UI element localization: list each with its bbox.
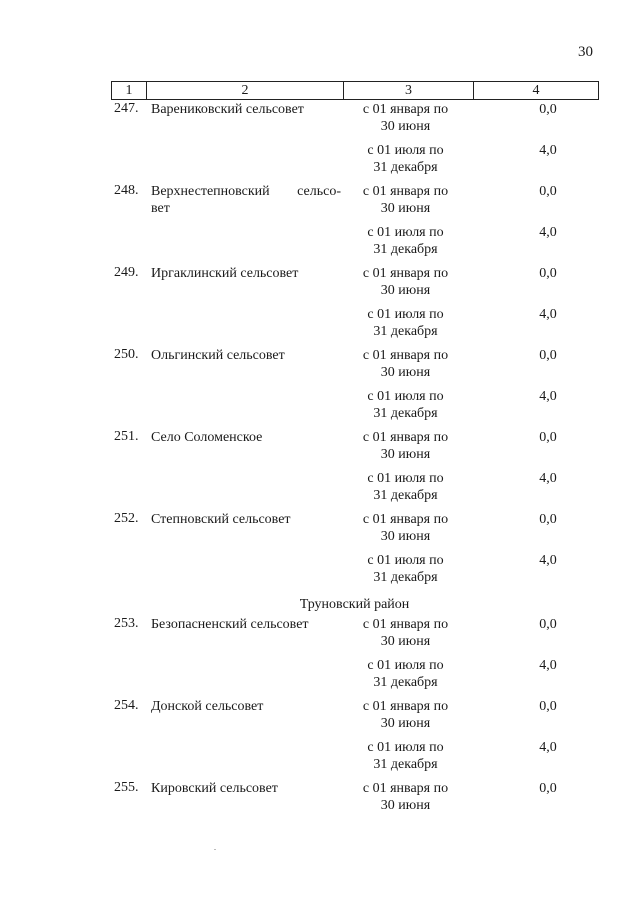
period-cell (347, 306, 464, 340)
period-start: с 01 января по (362, 348, 449, 363)
period-end: 30 июня (380, 634, 431, 649)
period-cell (347, 657, 464, 691)
period-cell (347, 780, 464, 814)
period-end: 31 декабря (373, 406, 438, 421)
rate-value: 0,0 (539, 512, 557, 527)
municipality-name: Кировский сельсовет (151, 781, 278, 796)
rate-value: 0,0 (539, 781, 557, 796)
rate-value: 4,0 (539, 471, 557, 486)
municipality-name: Варениковский сельсовет (151, 102, 304, 117)
period-cell (347, 429, 464, 463)
period-start: с 01 января по (362, 266, 449, 281)
row-number: 253. (114, 616, 139, 631)
period-start: с 01 января по (362, 512, 449, 527)
column-header-1: 1 (112, 82, 147, 100)
row-number: 254. (114, 698, 139, 713)
period-start: с 01 июля по (367, 143, 444, 158)
period-end: 30 июня (380, 365, 431, 380)
period-cell (347, 142, 464, 176)
municipality-name: Донской сельсовет (151, 699, 264, 714)
period-cell (347, 511, 464, 545)
period-start: с 01 июля по (367, 471, 444, 486)
municipality-name: Степновский сельсовет (151, 512, 291, 527)
municipality-name: Верхнестепновский сельсо- вет (151, 184, 341, 216)
period-end: 30 июня (380, 529, 431, 544)
row-number: 248. (114, 183, 139, 198)
column-header-row (111, 81, 599, 100)
period-start: с 01 января по (362, 699, 449, 714)
period-cell (347, 224, 464, 258)
municipality-name: Село Соломенское (151, 430, 263, 445)
period-end: 30 июня (380, 716, 431, 731)
period-start: с 01 июля по (367, 389, 444, 404)
row-number: 252. (114, 511, 139, 526)
period-cell (347, 552, 464, 586)
rate-value: 4,0 (539, 143, 557, 158)
rate-value: 0,0 (539, 348, 557, 363)
rate-value: 0,0 (539, 102, 557, 117)
rate-value: 0,0 (539, 699, 557, 714)
period-start: с 01 июля по (367, 307, 444, 322)
municipality-name: Ольгинский сельсовет (151, 348, 285, 363)
period-start: с 01 января по (362, 184, 449, 199)
period-cell (347, 388, 464, 422)
row-number: 255. (114, 780, 139, 795)
period-end: 31 декабря (373, 160, 438, 175)
period-start: с 01 июля по (367, 658, 444, 673)
rate-value: 0,0 (539, 617, 557, 632)
municipality-name: Безопасненский сельсовет (151, 617, 309, 632)
period-end: 31 декабря (373, 242, 438, 257)
period-end: 31 декабря (373, 675, 438, 690)
column-header-2: 2 (147, 82, 344, 100)
period-cell (347, 470, 464, 504)
period-cell (347, 101, 464, 135)
period-cell (347, 183, 464, 217)
period-end: 31 декабря (373, 570, 438, 585)
rate-value: 4,0 (539, 740, 557, 755)
period-start: с 01 января по (362, 617, 449, 632)
period-cell (347, 265, 464, 299)
row-number: 250. (114, 347, 139, 362)
period-end: 31 декабря (373, 324, 438, 339)
period-end: 31 декабря (373, 488, 438, 503)
period-cell (347, 739, 464, 773)
period-start: с 01 июля по (367, 225, 444, 240)
rate-value: 4,0 (539, 553, 557, 568)
period-start: с 01 июля по (367, 740, 444, 755)
row-number: 251. (114, 429, 139, 444)
period-end: 31 декабря (373, 757, 438, 772)
column-header-4: 4 (474, 82, 599, 100)
municipality-name: Иргаклинский сельсовет (151, 266, 299, 281)
rate-value: 4,0 (539, 307, 557, 322)
rate-value: 0,0 (539, 184, 557, 199)
period-start: с 01 января по (362, 102, 449, 117)
rate-value: 4,0 (539, 658, 557, 673)
rate-value: 4,0 (539, 389, 557, 404)
period-cell (347, 616, 464, 650)
rate-value: 0,0 (539, 266, 557, 281)
period-start: с 01 января по (362, 430, 449, 445)
scan-speck (214, 849, 216, 850)
period-end: 30 июня (380, 201, 431, 216)
period-cell (347, 347, 464, 381)
period-cell (347, 698, 464, 732)
row-number: 247. (114, 101, 139, 116)
period-start: с 01 января по (362, 781, 449, 796)
period-end: 30 июня (380, 798, 431, 813)
period-end: 30 июня (380, 447, 431, 462)
page-number: 30 (578, 44, 593, 60)
period-start: с 01 июля по (367, 553, 444, 568)
row-number: 249. (114, 265, 139, 280)
rate-value: 4,0 (539, 225, 557, 240)
period-end: 30 июня (380, 119, 431, 134)
rate-value: 0,0 (539, 430, 557, 445)
column-header-3: 3 (344, 82, 474, 100)
period-end: 30 июня (380, 283, 431, 298)
district-heading: Труновский район (299, 597, 410, 612)
